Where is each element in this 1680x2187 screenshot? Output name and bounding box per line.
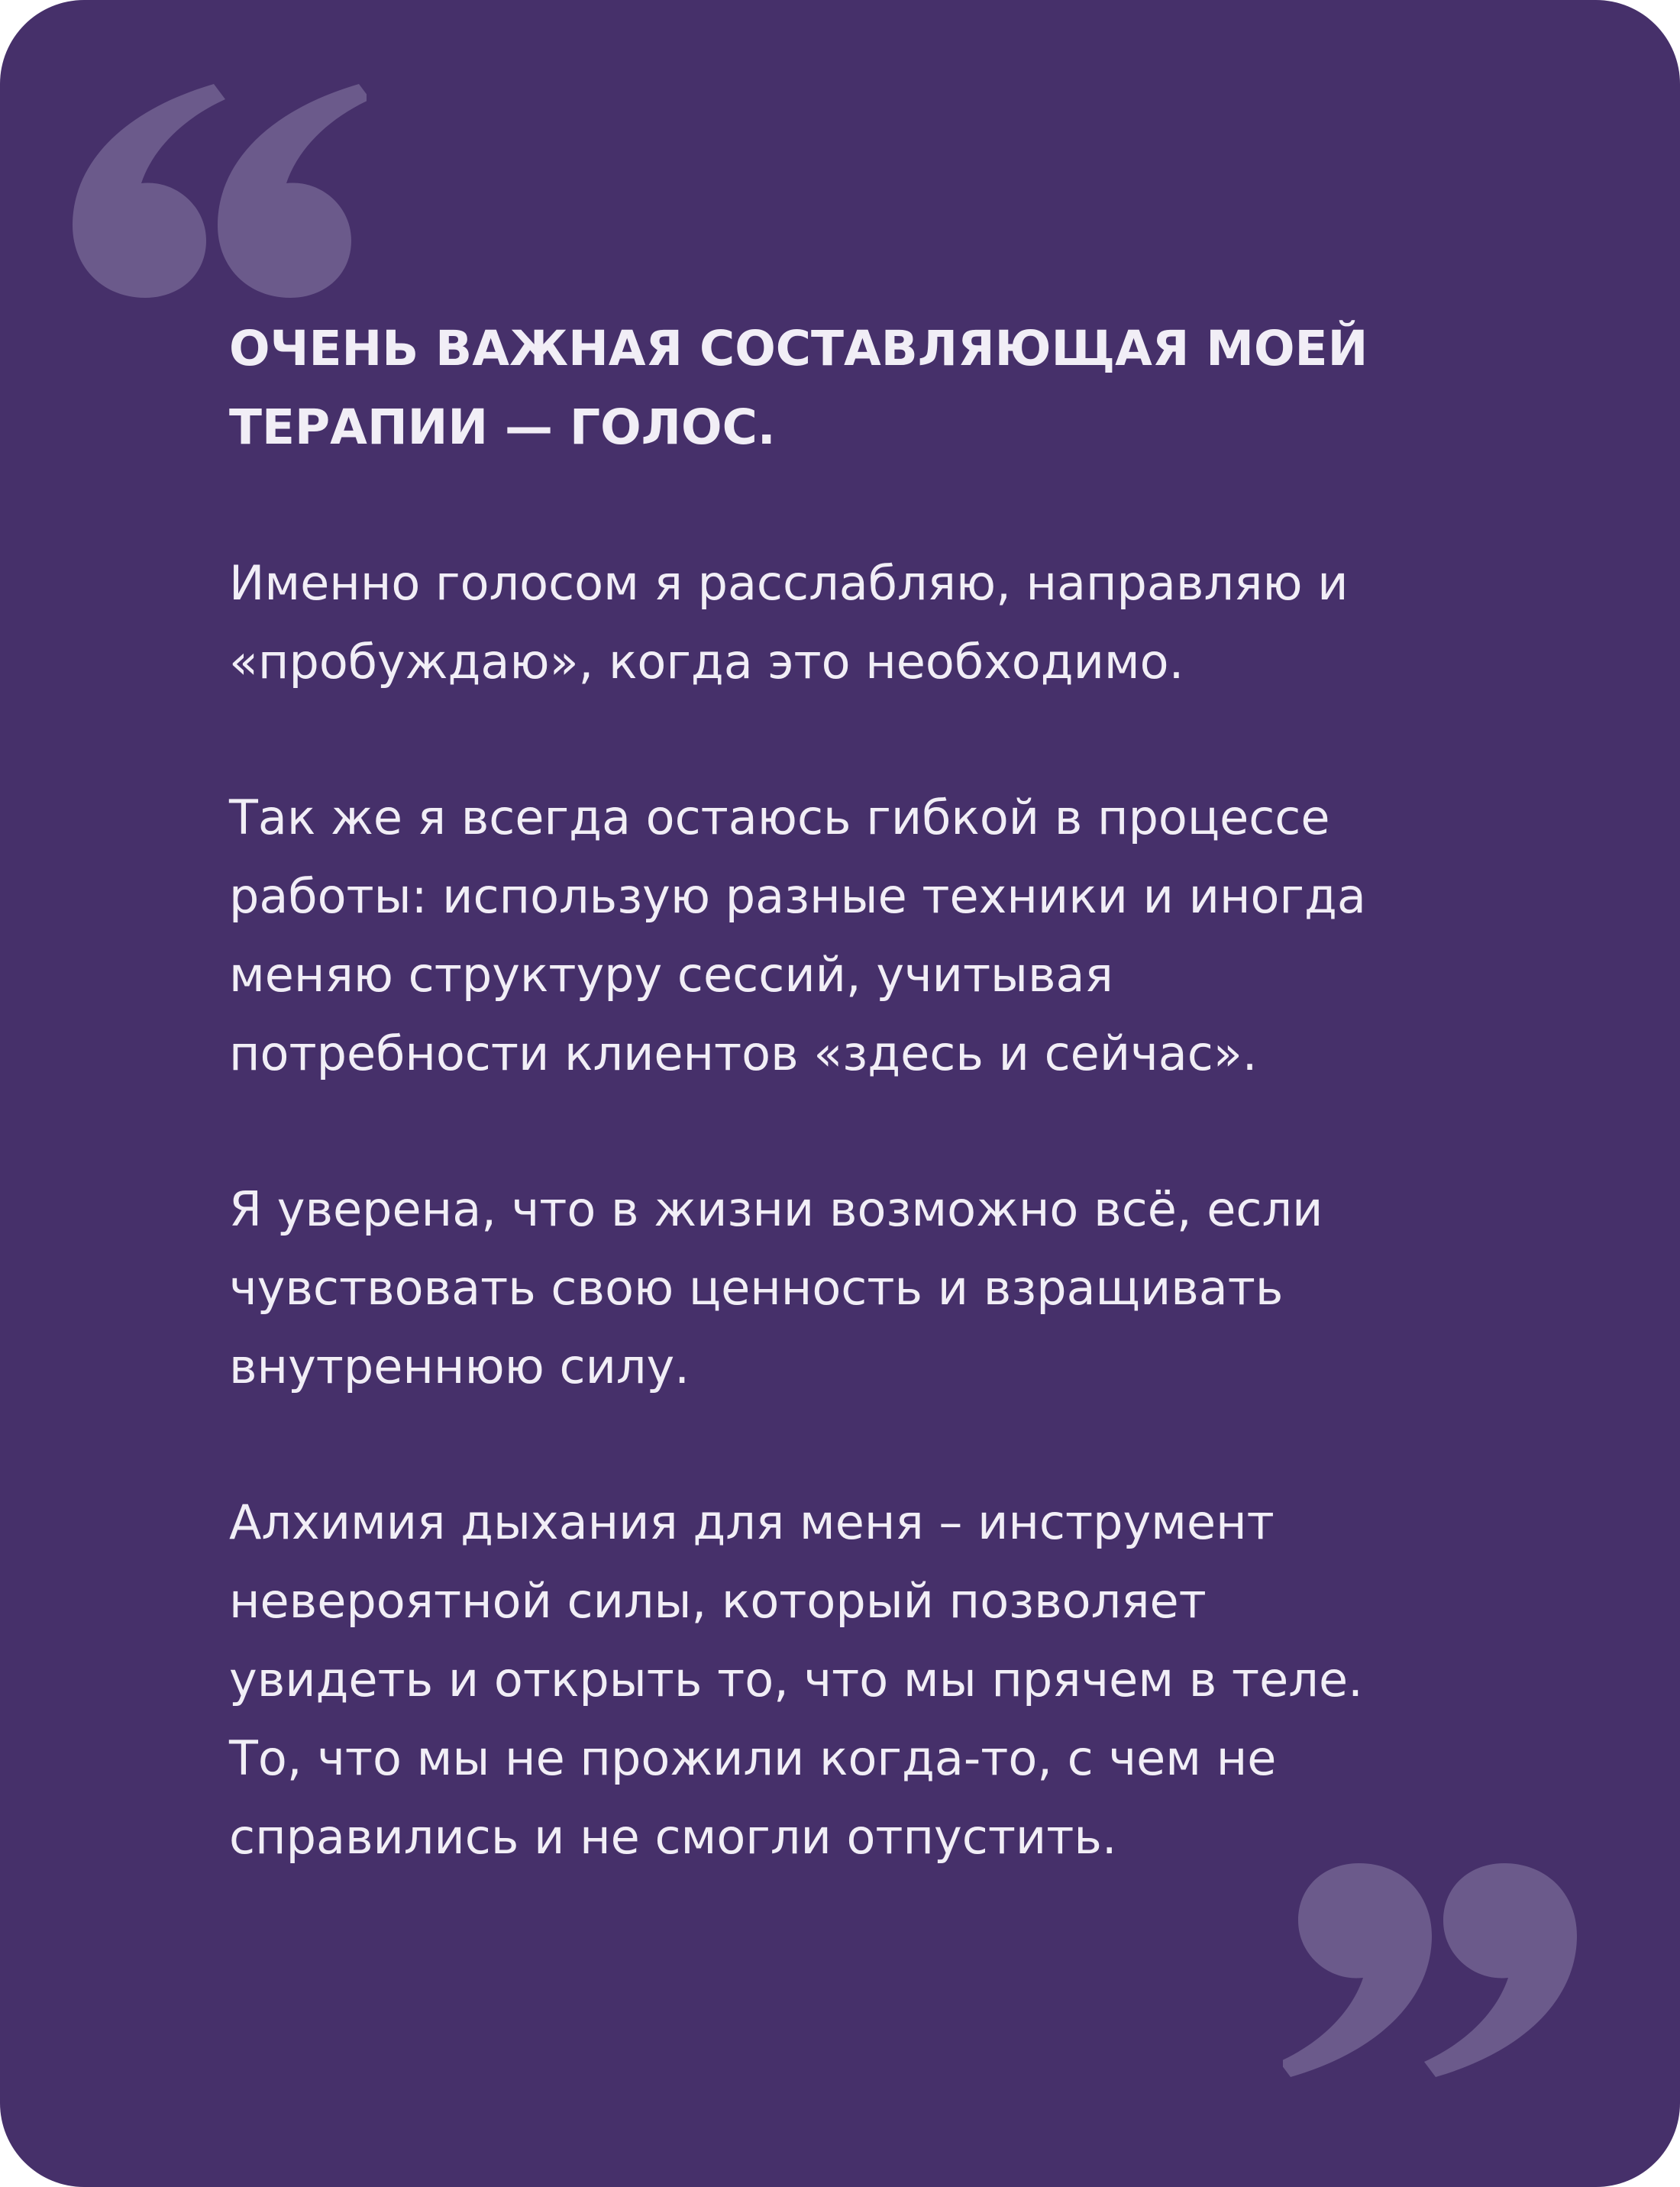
paragraph-line: Именно голосом я расслабляю, направляю и	[229, 555, 1349, 611]
paragraph-line: справились и не смогли отпустить.	[229, 1809, 1117, 1865]
paragraph-line: невероятной силы, который позволяет	[229, 1573, 1207, 1629]
paragraph-flexibility	[229, 778, 1497, 1093]
paragraph-line: внутреннюю силу.	[229, 1339, 690, 1394]
paragraph-line: чувствовать свою ценность и взращивать	[229, 1260, 1284, 1316]
paragraph-line: работы: использую разные техники и иногда	[229, 868, 1366, 924]
paragraph-line: Алхимия дыхания для меня – инструмент	[229, 1494, 1275, 1550]
quote-text	[229, 309, 1497, 1876]
heading-line: ОЧЕНЬ ВАЖНАЯ СОСТАВЛЯЮЩАЯ МОЕЙ	[229, 321, 1368, 376]
paragraph-line: меняю структуру сессий, учитывая	[229, 947, 1113, 1003]
paragraph-voice	[229, 544, 1497, 701]
paragraph-line: То, что мы не прожили когда-то, с чем не	[229, 1730, 1277, 1786]
paragraph-line: потребности клиентов «здесь и сейчас».	[229, 1026, 1258, 1081]
paragraph-line: «пробуждаю», когда это необходимо.	[229, 634, 1184, 690]
paragraph-line: Я уверена, что в жизни возможно всё, если	[229, 1181, 1323, 1237]
paragraph-belief	[229, 1170, 1497, 1406]
close-quote-icon	[1283, 1863, 1581, 2077]
heading-line: ТЕРАПИИ — ГОЛОС.	[229, 399, 776, 455]
quote-heading	[229, 309, 1497, 467]
paragraph-breath-alchemy	[229, 1483, 1497, 1876]
paragraph-line: Так же я всегда остаюсь гибкой в процессе	[229, 790, 1330, 845]
paragraph-line: увидеть и открыть то, что мы прячем в теле.	[229, 1652, 1363, 1707]
open-quote-icon	[69, 84, 367, 298]
